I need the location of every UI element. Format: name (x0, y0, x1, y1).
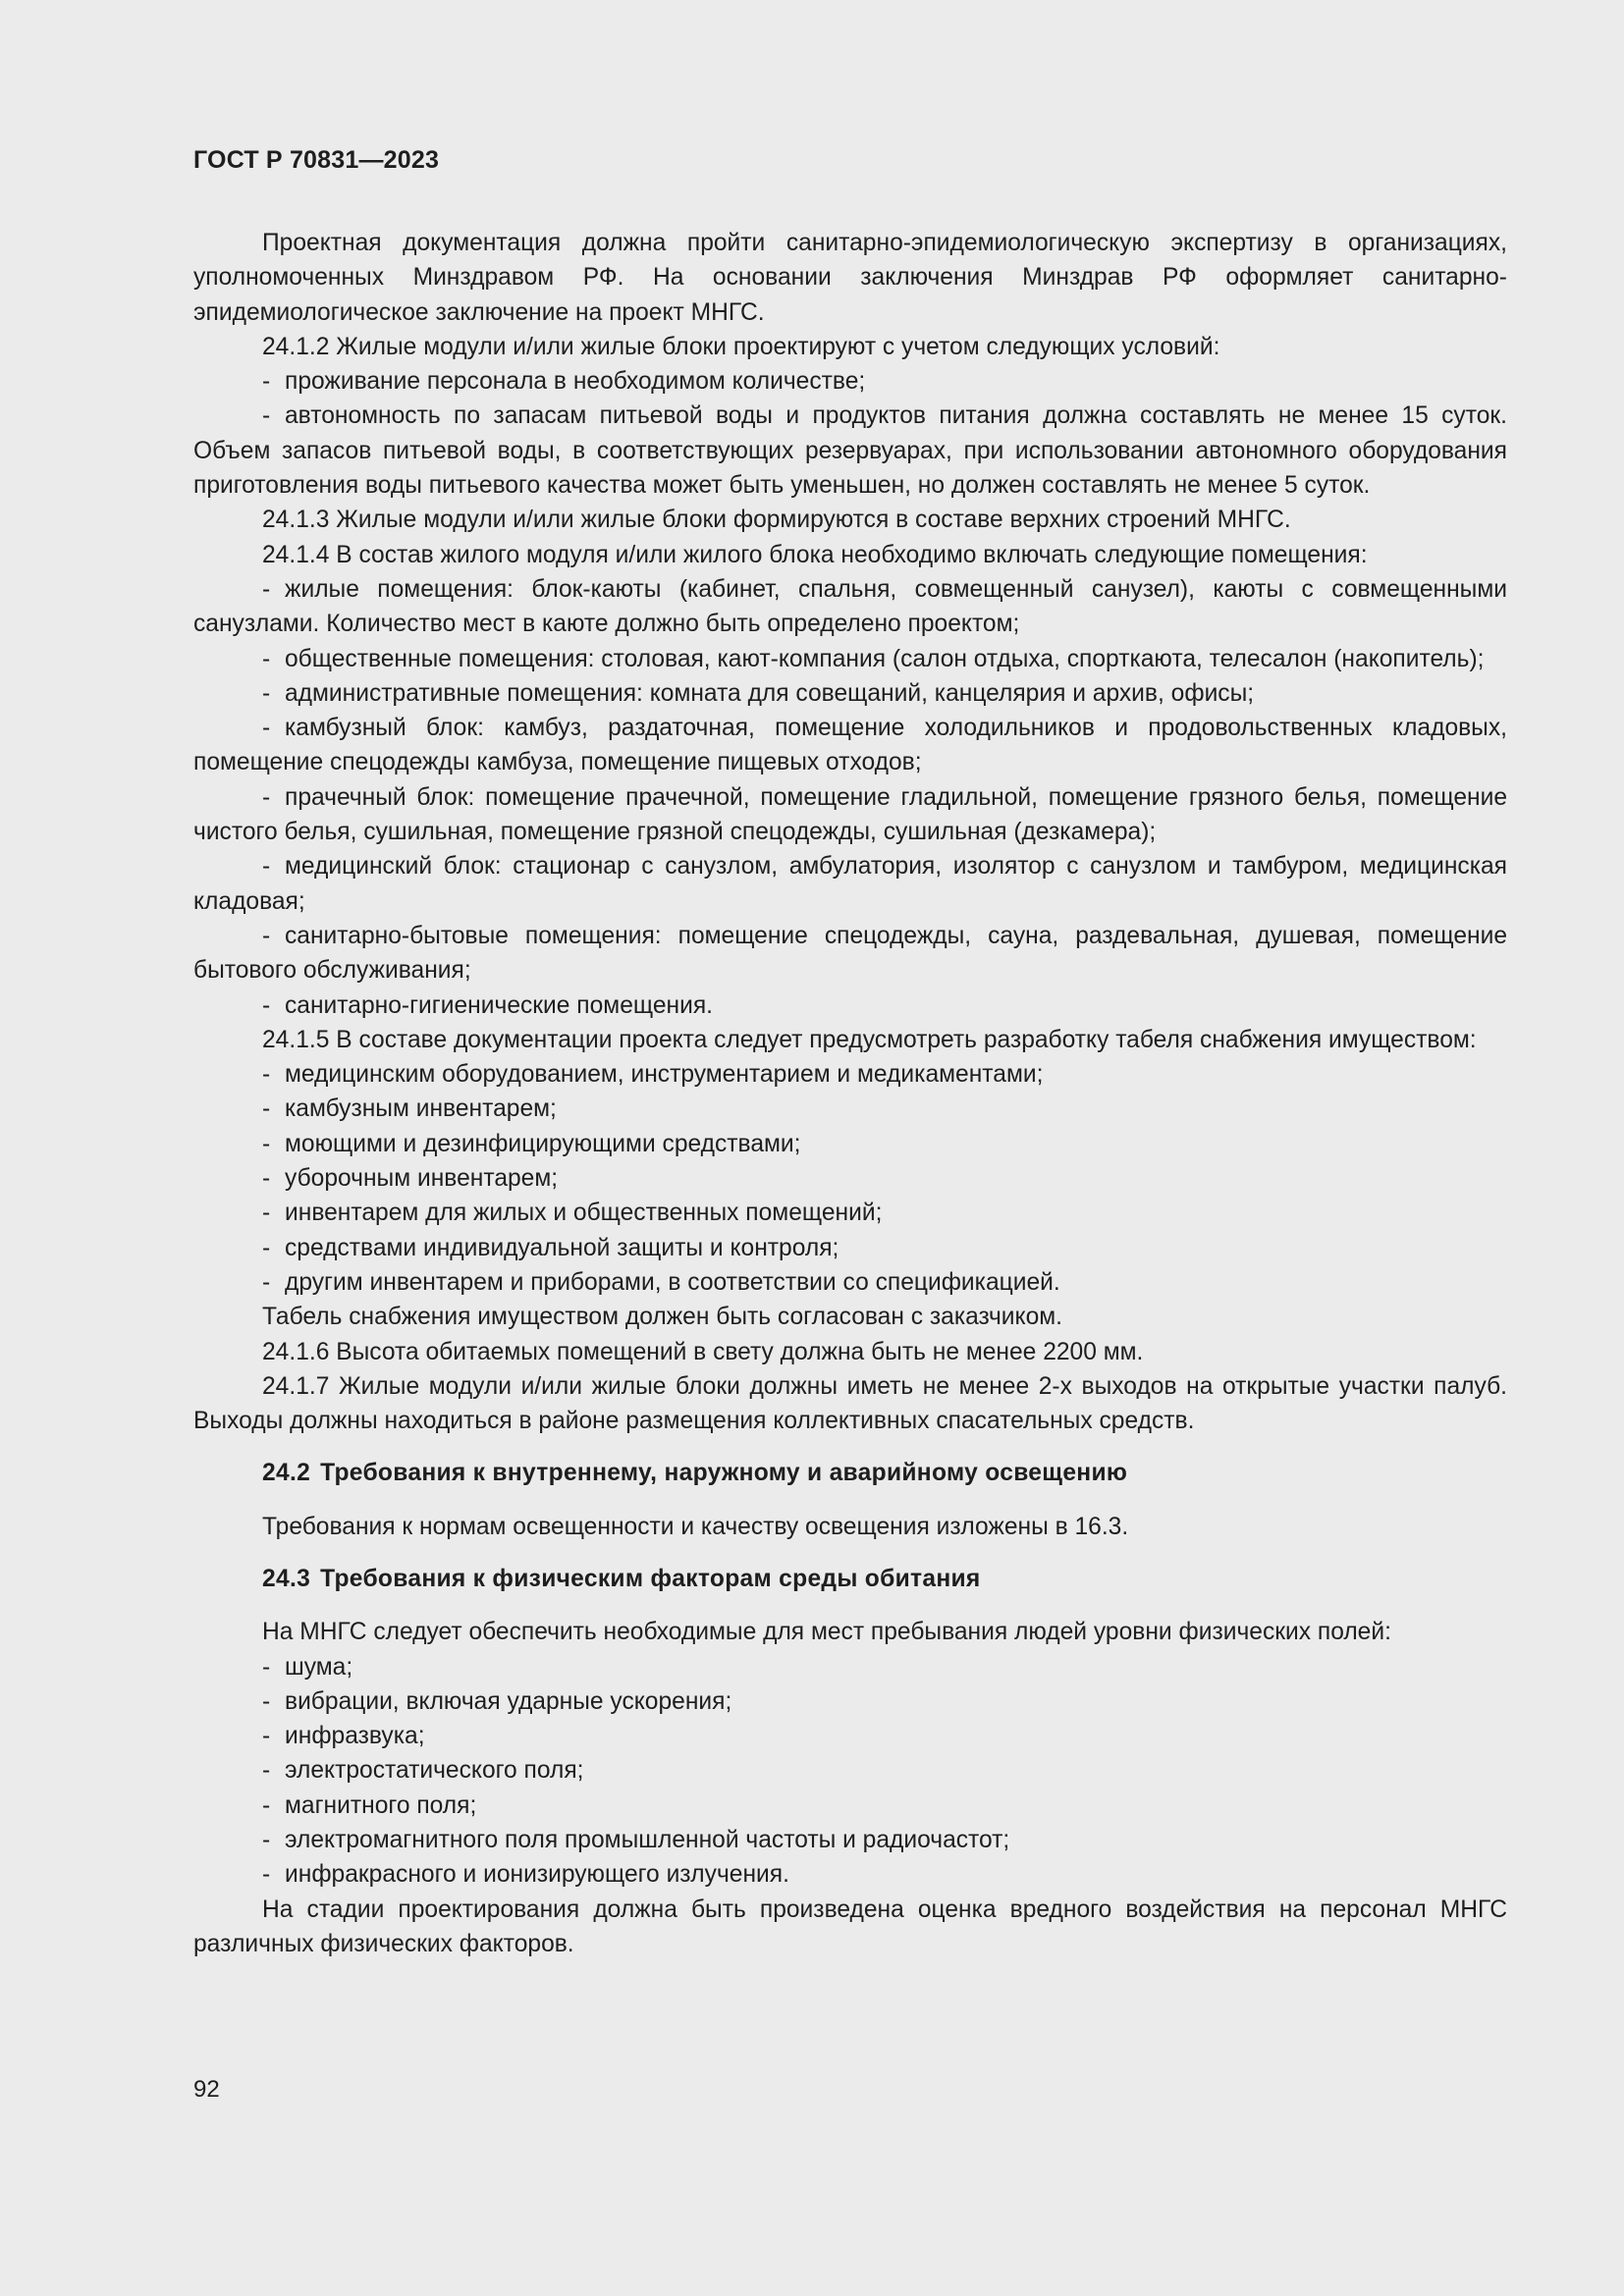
list-item: - медицинский блок: стационар с санузлом, амбулатория, изолятор с санузлом и тамбуром, медицинская кладовая; (193, 849, 1507, 919)
section-24-2-text: Требования к нормам освещенности и качеству освещения изложены в 16.3. (262, 1513, 1129, 1540)
list-item: - санитарно-бытовые помещения: помещение спецодежды, сауна, раздевальная, душевая, помещение бытового обслуживания; (193, 919, 1507, 988)
list-marker: - (262, 1653, 271, 1681)
list-item: - камбузный блок: камбуз, раздаточная, помещение холодильников и продовольственных кладовых, помещение спецодежды камбуза, помещение пищевых отходов; (193, 711, 1507, 780)
list-item: - проживание персонала в необходимом количестве; (193, 364, 1507, 399)
section-title: Требования к внутреннему, наружному и аварийному освещению (320, 1460, 1128, 1487)
list-marker: - (262, 1165, 271, 1193)
document-code-header: ГОСТ Р 70831—2023 (193, 146, 440, 174)
list-marker: - (262, 1861, 271, 1889)
list-marker: - (262, 991, 271, 1019)
list-item: - инфракрасного и ионизирующего излучения. (193, 1857, 1507, 1892)
list-marker: - (262, 1827, 271, 1854)
list-item: - административные помещения: комната для совещаний, канцелярия и архив, офисы; (193, 676, 1507, 711)
list-marker: - (262, 679, 271, 707)
list-item: - общественные помещения: столовая, кают-компания (салон отдыха, спорткаюта, телесалон (накопитель); (193, 642, 1507, 676)
clause-24-1-4: 24.1.4 В состав жилого модуля и/или жилого блока необходимо включать следующие помещения: (262, 541, 1368, 568)
clause-24-1-5: 24.1.5 В составе документации проекта следует предусмотреть разработку табеля снабжения имуществом: (262, 1026, 1477, 1053)
list-item: - электростатического поля; (193, 1753, 1507, 1788)
list-marker: - (262, 402, 271, 430)
section-heading-24-2 (262, 1456, 1507, 1490)
list-item: - средствами индивидуальной защиты и контроля; (193, 1231, 1507, 1265)
list-marker: - (262, 1687, 271, 1715)
list-marker: - (262, 1234, 271, 1261)
list-item: - моющими и дезинфицирующими средствами; (193, 1127, 1507, 1161)
list-item: - санитарно-гигиенические помещения. (193, 988, 1507, 1023)
clause-24-1-2: 24.1.2 Жилые модули и/или жилые блоки проектируют с учетом следующих условий: (262, 333, 1220, 360)
list-item: - другим инвентарем и приборами, в соответствии со спецификацией. (193, 1265, 1507, 1300)
list-item: - уборочным инвентарем; (193, 1161, 1507, 1196)
list-item: - вибрации, включая ударные ускорения; (193, 1684, 1507, 1719)
list-marker: - (262, 1130, 271, 1157)
list-marker: - (262, 1791, 271, 1819)
list-item: - жилые помещения: блок-каюты (кабинет, спальня, совмещенный санузел), каюты с совмещенными санузлами. Количество мест в каюте должно быть определено проектом; (193, 572, 1507, 642)
clause-24-1-3: 24.1.3 Жилые модули и/или жилые блоки формируются в составе верхних строений МНГС. (262, 507, 1291, 534)
list-marker: - (262, 575, 271, 603)
list-marker: - (262, 1757, 271, 1785)
section-number: 24.3 (262, 1565, 311, 1592)
list-item: - электромагнитного поля промышленной частоты и радиочастот; (193, 1823, 1507, 1857)
list-marker: - (262, 783, 271, 811)
list-marker: - (262, 645, 271, 672)
list-marker: - (262, 853, 271, 881)
list-item: - шума; (193, 1650, 1507, 1684)
paragraph-tabel: Табель снабжения имуществом должен быть согласован с заказчиком. (262, 1304, 1063, 1331)
list-item: - камбузным инвентарем; (193, 1092, 1507, 1126)
page-number: 92 (193, 2076, 220, 2103)
list-item: - автономность по запасам питьевой воды и продуктов питания должна составлять не менее 15 суток. Объем запасов питьевой воды, в соответствующих резервуарах, при использовании автономного оборудования приготовления воды питьевого качества может быть уменьшен, но должен составлять не менее 5 суток. (193, 399, 1507, 503)
section-24-3-closing: На стадии проектирования должна быть произведена оценка вредного воздействия на персонал МНГС различных физических факторов. (193, 1896, 1507, 1957)
list-marker: - (262, 1268, 271, 1296)
list-marker: - (262, 1095, 271, 1123)
paragraph-expertise: Проектная документация должна пройти санитарно-эпидемиологическую экспертизу в организациях, уполномоченных Минздравом РФ. На основании заключения Минздрав РФ оформляет санитарно-эпидемиологическое заключение на проект МНГС. (193, 230, 1507, 326)
list-item: - инфразвука; (193, 1719, 1507, 1753)
list-item: - инвентарем для жилых и общественных помещений; (193, 1196, 1507, 1230)
section-number: 24.2 (262, 1460, 311, 1487)
list-item: - прачечный блок: помещение прачечной, помещение гладильной, помещение грязного белья, помещение чистого белья, сушильная, помещение грязной спецодежды, сушильная (дезкамера); (193, 780, 1507, 850)
section-heading-24-3 (262, 1562, 1507, 1596)
list-marker: - (262, 368, 271, 396)
document-body (193, 226, 1507, 1961)
list-marker: - (262, 1723, 271, 1750)
section-title: Требования к физическим факторам среды обитания (320, 1565, 981, 1592)
list-marker: - (262, 1200, 271, 1227)
list-marker: - (262, 715, 271, 742)
list-marker: - (262, 922, 271, 949)
list-item: - магнитного поля; (193, 1789, 1507, 1823)
list-item: - медицинским оборудованием, инструментарием и медикаментами; (193, 1057, 1507, 1092)
section-24-3-intro: На МНГС следует обеспечить необходимые для мест пребывания людей уровни физических полей: (262, 1619, 1391, 1646)
clause-24-1-6: 24.1.6 Высота обитаемых помещений в свету должна быть не менее 2200 мм. (262, 1338, 1144, 1365)
clause-24-1-7: 24.1.7 Жилые модули и/или жилые блоки должны иметь не менее 2-х выходов на открытые участки палуб. Выходы должны находиться в районе размещения коллективных спасательных средств. (193, 1372, 1507, 1435)
list-marker: - (262, 1061, 271, 1089)
